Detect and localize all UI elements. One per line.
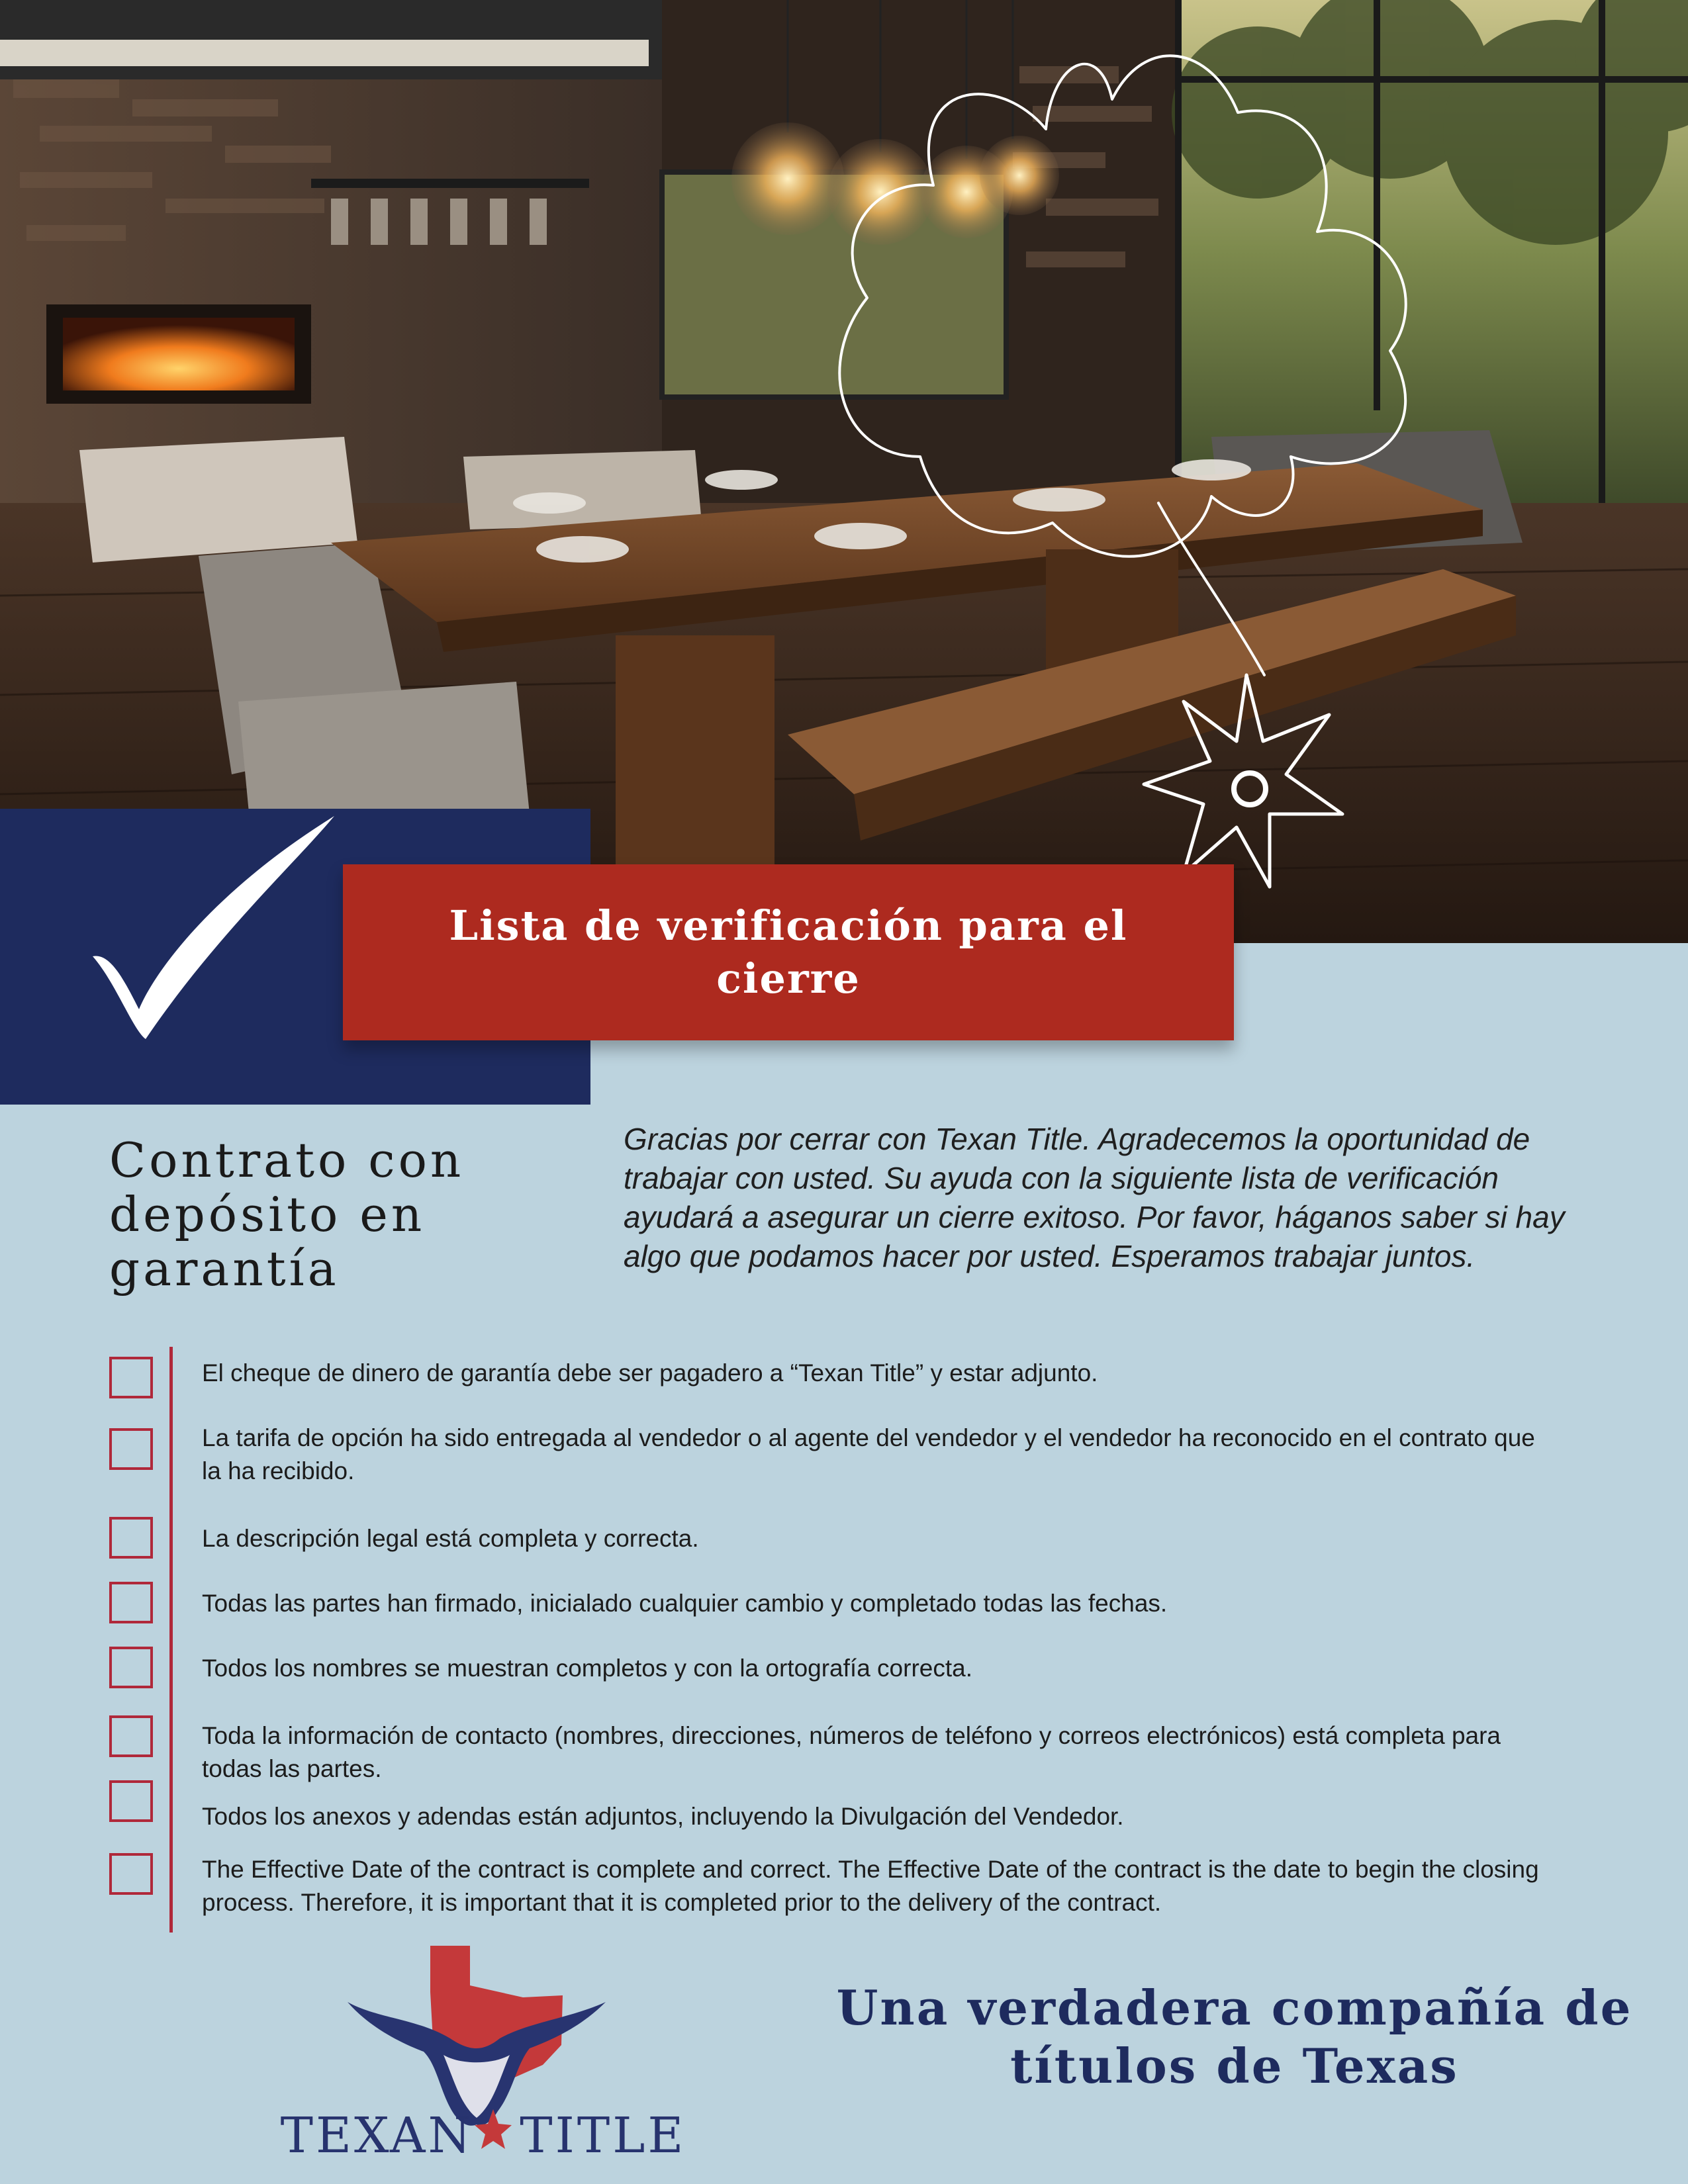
checklist-item-text: El cheque de dinero de garantía debe ser pagadero a “Texan Title” y estar adjunto. (202, 1359, 1098, 1387)
logo-word-left: TEXAN (280, 2107, 474, 2164)
logo-wordmark (252, 2099, 715, 2172)
checklist-item-text: Toda la información de contacto (nombres, direcciones, números de teléfono y correos electrónicos) está completa para todas las partes. (202, 1722, 1501, 1782)
checklist-item-text: Todas las partes han firmado, inicialado cualquier cambio y completado todas las fechas. (202, 1590, 1168, 1617)
hero-photo (0, 0, 1688, 943)
checklist-checkbox[interactable] (109, 1853, 153, 1895)
checklist-item-text: La tarifa de opción ha sido entregada al vendedor o al agente del vendedor y el vendedor ha reconocido en el contrato que la ha recibido. (202, 1424, 1535, 1484)
checklist-item-text: The Effective Date of the contract is complete and correct. The Effective Date of the contract is the date to begin the closing process. Therefore, it is important that it is completed prior to the delivery of the contract. (202, 1856, 1539, 1916)
logo-word-right: TITLE (520, 2107, 686, 2164)
flower-doodle-icon (801, 20, 1450, 900)
star-divider-icon (473, 2107, 513, 2153)
checklist-checkbox[interactable] (109, 1357, 153, 1398)
checklist-checkbox[interactable] (109, 1715, 153, 1757)
checklist-checkbox[interactable] (109, 1582, 153, 1623)
section-heading: Contrato con depósito en garantía (109, 1132, 465, 1297)
checklist-checkbox[interactable] (109, 1428, 153, 1470)
page-title: Lista de verificación para el cierre (449, 901, 1128, 1003)
checklist-checkbox[interactable] (109, 1647, 153, 1688)
checklist-checkbox[interactable] (109, 1517, 153, 1559)
title-banner (343, 864, 1234, 1040)
checklist-item-text: Todos los anexos y adendas están adjuntos, incluyendo la Divulgación del Vendedor. (202, 1803, 1124, 1830)
tagline: Una verdadera compañía de títulos de Texas (836, 1979, 1633, 2094)
checklist-checkbox[interactable] (109, 1780, 153, 1822)
checklist-divider (169, 1347, 173, 1933)
checklist-item-text: La descripción legal está completa y correcta. (202, 1525, 699, 1552)
checkmark-icon (83, 811, 348, 1049)
checklist-item-text: Todos los nombres se muestran completos y con la ortografía correcta. (202, 1655, 972, 1682)
intro-paragraph: Gracias por cerrar con Texan Title. Agradecemos la oportunidad de trabajar con usted. Su ayuda con la siguiente lista de verificación ayudará a asegurar un cierre exitoso. Por favor, háganos saber si hay algo que podamos hacer por usted. Esperamos trabajar juntos. (624, 1122, 1565, 1273)
